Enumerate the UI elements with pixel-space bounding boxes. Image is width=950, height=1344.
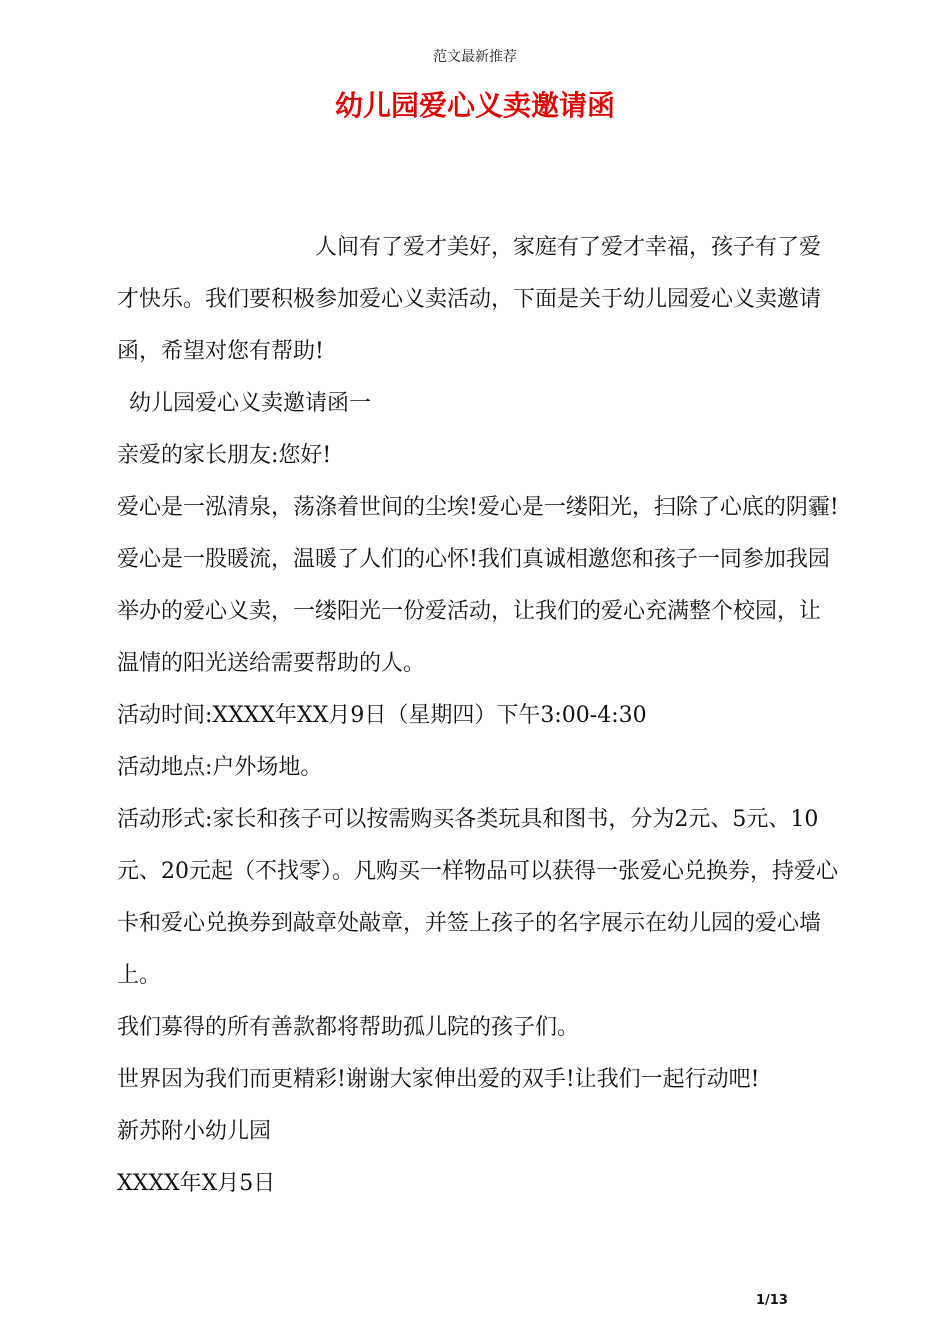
love-paragraph: 爱心是一泓清泉，荡涤着世间的尘埃!爱心是一缕阳光，扫除了心底的阴霾!爱心是一股暖流，温暖了人们的心怀!我们真诚相邀您和孩子一同参加我园举办的爱心义卖，一缕阳光一份爱活动，让我们的爱心充满整个校园，让温情的阳光送给需要帮助的人。 <box>117 495 839 676</box>
signature: 新苏附小幼儿园 <box>117 1119 272 1144</box>
document-title: 幼儿园爱心义卖邀请函 <box>334 89 615 122</box>
intro-paragraph: 人间有了爱才美好，家庭有了爱才幸福，孩子有了爱才快乐。我们要积极参加爱心义卖活动，下面是关于幼儿园爱心义卖邀请函，希望对您有帮助! <box>117 235 822 364</box>
activity-form: 活动形式:家长和孩子可以按需购买各类玩具和图书，分为2元、5元、10元、20元起（不找零）。凡购买一样物品可以获得一张爱心兑换券，持爱心卡和爱心兑换券到敲章处敲章，并签上孩子的名字展示在幼儿园的爱心墙上。 <box>117 807 838 988</box>
activity-time: 活动时间:XXXX年XX月9日（星期四）下午3:00-4:30 <box>117 703 647 728</box>
donation-note: 我们募得的所有善款都将帮助孤儿院的孩子们。 <box>117 1015 580 1040</box>
document-body <box>117 222 841 1210</box>
letter-date: XXXX年X月5日 <box>117 1171 276 1196</box>
activity-place: 活动地点:户外场地。 <box>117 755 323 780</box>
page-number: 1/13 <box>756 1293 788 1308</box>
section-heading: 幼儿园爱心义卖邀请函一 <box>129 391 372 416</box>
page-header: 范文最新推荐 <box>433 49 517 65</box>
greeting: 亲爱的家长朋友:您好! <box>117 443 332 468</box>
closing-line: 世界因为我们而更精彩!谢谢大家伸出爱的双手!让我们一起行动吧! <box>117 1067 760 1092</box>
